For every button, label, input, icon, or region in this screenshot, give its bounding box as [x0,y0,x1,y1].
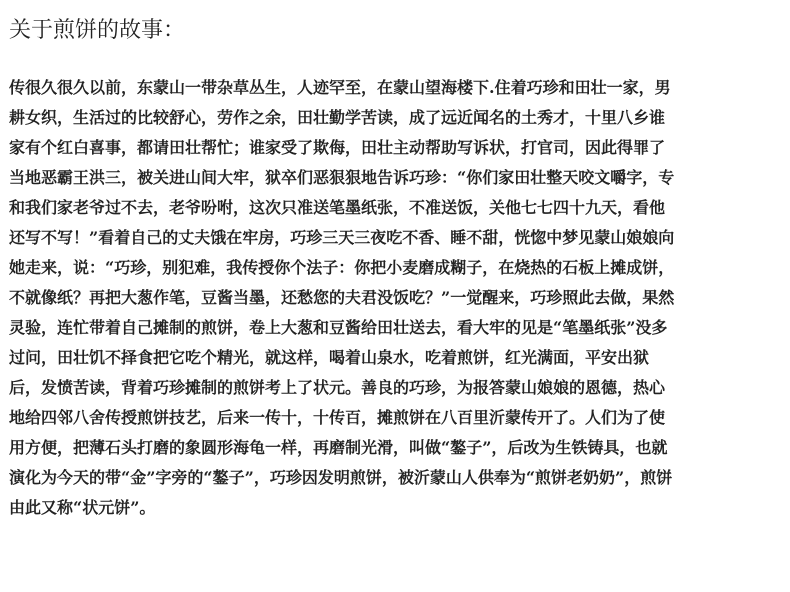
story-line: 和我们家老爷过不去，老爷吩咐，这次只准送笔墨纸张，不准送饭，关他七七四十九天，看他 [9,198,666,217]
story-line: 后，发愤苦读，背着巧珍摊制的煎饼考上了状元。善良的巧珍，为报答蒙山娘娘的恩德，热心 [9,378,666,397]
story-line: 家有个红白喜事，都请田壮帮忙；谁家受了欺侮，田壮主动帮助写诉状，打官司，因此得罪了 [9,138,666,157]
story-line: 过问，田壮饥不择食把它吃个精光，就这样，喝着山泉水，吃着煎饼，红光满面，平安出狱 [9,348,650,367]
story-line: 传很久很久以前，东蒙山一带杂草丛生，人迹罕至，在蒙山望海楼下.住着巧珍和田壮一家，男 [9,78,671,97]
page-title: 关于煎饼的故事： [9,18,186,43]
story-line: 不就像纸？再把大葱作笔，豆酱当墨，还愁您的夫君没饭吃？”一觉醒来，巧珍照此去做，果然 [9,288,675,307]
story-line: 演化为今天的带“金”字旁的“鏊子”，巧珍因发明煎饼，被沂蒙山人供奉为“煎饼老奶奶”，煎饼 [9,468,673,487]
story-line: 耕女织，生活过的比较舒心，劳作之余，田壮勤学苦读，成了远近闻名的土秀才，十里八乡谁 [9,108,666,127]
story-line: 由此又称“状元饼”。 [9,498,156,517]
story-line: 用方便，把薄石头打磨的象圆形海龟一样，再磨制光滑，叫做“鏊子”，后改为生铁铸具，也就 [9,438,668,457]
story-body [9,73,781,523]
story-line: 灵验，连忙带着自己摊制的煎饼，卷上大葱和豆酱给田壮送去，看大牢的见是“笔墨纸张”没多 [9,318,668,337]
story-line: 当地恶霸王洪三，被关进山间大牢，狱卒们恶狠狠地告诉巧珍：“你们家田壮整天咬文嚼字，专 [9,168,675,187]
story-line: 还写不写！”看着自己的丈夫饿在牢房，巧珍三天三夜吃不香、睡不甜，恍惚中梦见蒙山娘娘向 [9,228,675,247]
story-line: 她走来，说：“巧珍，别犯难，我传授你个法子：你把小麦磨成糊子，在烧热的石板上摊成饼， [9,258,675,277]
story-line: 地给四邻八舍传授煎饼技艺，后来一传十，十传百，摊煎饼在八百里沂蒙传开了。人们为了使 [9,408,666,427]
